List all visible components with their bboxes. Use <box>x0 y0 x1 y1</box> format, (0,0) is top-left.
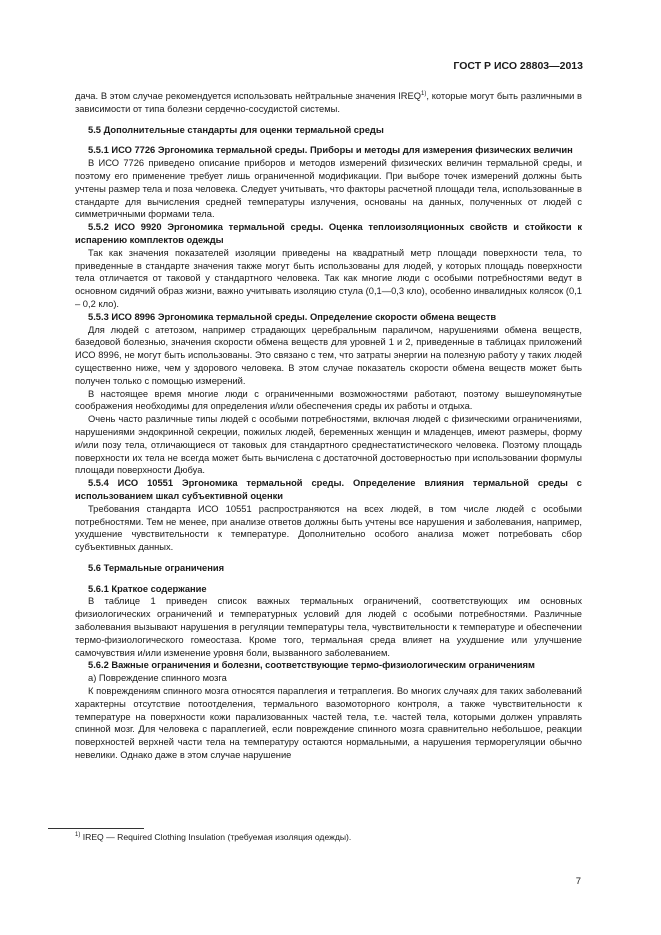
body-paragraph <box>75 324 582 388</box>
section-heading <box>75 144 582 157</box>
section-heading <box>75 659 582 672</box>
standard-header: ГОСТ Р ИСО 28803—2013 <box>453 60 583 72</box>
section-heading <box>75 562 582 575</box>
document-body <box>75 90 582 762</box>
body-paragraph <box>75 388 582 414</box>
paragraph-text: В таблице 1 приведен список важных термальных ограничений, соответствующих им основных физиологических ограничений и температурных условий для людей с особыми потребностями. Различные заболевания вызывают нарушения в регуляции температуры тела, чувствительности к температуре и обеспечении термо-физиологического гомеостаза. Кроме того, термальная среда влияет на ухудшение или улучшение самочувствия и/или изменение уровня боли, вызванного заболеванием. <box>75 596 582 658</box>
footnote-separator <box>48 828 144 829</box>
paragraph-text: 5.6.1 Краткое содержание <box>88 583 207 594</box>
section-heading <box>75 311 582 324</box>
body-paragraph <box>75 672 582 685</box>
paragraph-text: 5.5 Дополнительные стандарты для оценки термальной среды <box>88 124 384 135</box>
footnote <box>75 832 351 842</box>
paragraph-text: Требования стандарта ИСО 10551 распространяются на всех людей, в том числе людей с особыми потребностями. Тем не менее, при анализе ответов должны быть учтены все нарушения и заболевания, например, ухудшение чувствительности к температуре. Дополнительно особого анализа может потребовать сбор субъективных данных. <box>75 503 582 553</box>
paragraph-text: В настоящее время многие люди с ограниченными возможностями работают, поэтому вышеупомянутые соображения необходимы для определения и/или обеспечения среды их работы и отдыха. <box>75 388 582 412</box>
body-paragraph <box>75 685 582 762</box>
body-paragraph <box>75 90 582 116</box>
body-paragraph <box>75 157 582 221</box>
paragraph-text: Очень часто различные типы людей с особыми потребностями, включая людей с физическими ограничениями, нарушениями эндокринной секреции, пожилых людей, беременных женщин и младенцев, имеют размеры, форму и/или позу тела, отличающиеся от таковых для стандартного среднестатистического человека. Поэтому площадь поверхности их тела не всегда может быть вычислена с достаточной достоверностью при использовании формулы площади поверхности Дюбуа. <box>75 414 582 476</box>
paragraph-text: Для людей с атетозом, например страдающих церебральным параличом, нарушениями обмена веществ, базедовой болезнью, значения скорости обмена веществ для уровней 1 и 2, приведенные в таблицах приложений ИСО 8996, не могут быть использованы. Это связано с тем, что затраты энергии на полезную работу у таких людей существенно ниже, чем у здорового человека. В этом случае показатель скорости обмена веществ может быть получен только с помощью измерений. <box>75 324 582 386</box>
paragraph-text: 5.5.2 ИСО 9920 Эргономика термальной среды. Оценка теплоизоляционных свойств и стойкости к испарению комплектов одежды <box>75 222 582 245</box>
paragraph-text: Так как значения показателей изоляции приведены на квадратный метр площади поверхности тела, то приведенные в стандарте значения также могут быть использованы для людей, у которых площадь поверхности тела отличается от таковой у стандартного человека. Так как многие люди с особыми потребностями ведут в основном сидячий образ жизни, важно учитывать изоляцию стула (0,1—0,3 кло), особенно инвалидных колясок (0,1 – 0,2 кло). <box>75 247 582 309</box>
footnote-ref: 1) <box>421 90 427 97</box>
body-paragraph <box>75 503 582 554</box>
body-paragraph <box>75 595 582 659</box>
body-paragraph <box>75 413 582 477</box>
paragraph-text: 5.5.1 ИСО 7726 Эргономика термальной среды. Приборы и методы для измерения физических величин <box>88 145 573 156</box>
section-heading <box>75 583 582 596</box>
paragraph-text: 5.5.3 ИСО 8996 Эргономика термальной среды. Определение скорости обмена веществ <box>88 311 497 322</box>
section-heading <box>75 221 582 247</box>
footnote-text: IREQ — Required Clothing Insulation (требуемая изоляция одежды). <box>80 832 352 842</box>
body-paragraph <box>75 247 582 311</box>
section-heading <box>75 477 582 503</box>
paragraph-text: В ИСО 7726 приведено описание приборов и методов измерений физических величин термальной среды, и поэтому его применение требует лишь ограниченной модификации. При выборе точек измерений должны быть учтены размер тела и поза человека. Следует учитывать, что факторы расчетной площади тела, использованные в стандарте для вычисления средней температуры излучения, основаны на данных, полученных от людей с симметричными формами тела. <box>75 158 582 220</box>
paragraph-text: а) Повреждение спинного мозга <box>88 673 227 684</box>
paragraph-text: К повреждениям спинного мозга относятся параплегия и тетраплегия. Во многих случаях для таких заболеваний характерны отсутствие потоотделения, термального вазомоторного контроля, а также чувствительности к температуре на поверхности кожи парализованных частей тела, т.е. частей тела, которыми должен управлять спинной мозг. Для человека с параплегией, если повреждение спинного мозга сравнительно небольшое, реакции поверхностей верхней части тела на температуру остаются нормальными, а нарушения терморегуляции обычно невелики. Однако даже в этом случае нарушение <box>75 686 582 761</box>
paragraph-text: 5.5.4 ИСО 10551 Эргономика термальной среды. Определение влияния термальной среды с использованием шкал субъективной оценки <box>75 478 582 501</box>
footnote-mark: 1) <box>75 832 81 839</box>
paragraph-text: 5.6 Термальные ограничения <box>88 562 225 573</box>
section-heading <box>75 124 582 137</box>
page-number: 7 <box>575 876 581 887</box>
paragraph-text: дача. В этом случае рекомендуется использовать нейтральные значения IREQ <box>75 91 422 101</box>
paragraph-text-tail: , которые могут быть различными в зависимости от типа болезни сердечно-сосудистой системы. <box>75 91 582 114</box>
paragraph-text: 5.6.2 Важные ограничения и болезни, соответствующие термо-физиологическим ограничениям <box>88 660 535 671</box>
